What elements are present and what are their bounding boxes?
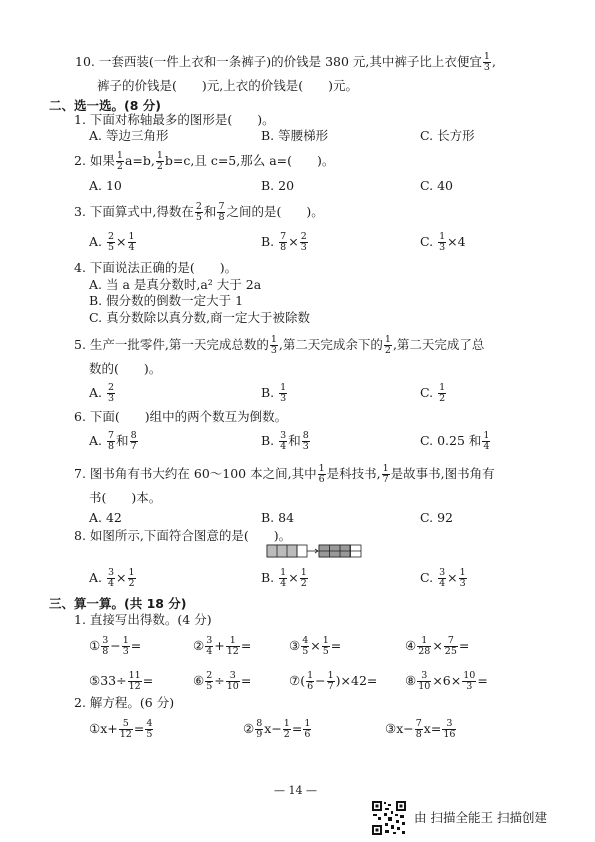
q6-option-b: B. $\frac{3}{4}$ 和 $\frac{8}{3}$ [261,430,309,452]
section-2-title: 二、选一选。(8 分) [49,98,161,113]
q5-line2: 数的( )。 [89,361,162,376]
q1-option-b: B. 等腰梯形 [261,128,329,143]
q8-figure [266,543,362,559]
calc-expr-7: ⑦( $\frac{1}{6}$ − $\frac{1}{7}$ )×42= [289,670,378,692]
q2-option-a: A. 10 [89,178,122,193]
q10-fraction: $\frac{1}{3}$ [483,51,490,73]
q4-option-a: A. 当 a 是真分数时,a² 大于 2a [89,277,262,292]
q1-stem: 1. 下面对称轴最多的图形是( )。 [74,112,275,127]
equation-3: ③x− $\frac{7}{8}$ x= $\frac{3}{16}$ [385,718,456,740]
q2-option-b: B. 20 [261,178,295,193]
qr-code-icon [371,800,407,836]
q8-option-c: C. $\frac{3}{4}$ × $\frac{1}{3}$ [420,567,466,589]
q2-option-c: C. 40 [420,178,453,193]
calc-expr-3: ③ $\frac{4}{5}$ × $\frac{1}{5}$ = [289,635,342,657]
watermark-text: 由 扫描全能王 扫描创建 [414,810,547,825]
calc-expr-6: ⑥ $\frac{2}{5}$ ÷ $\frac{3}{10}$ = [193,670,252,692]
q4-stem: 4. 下面说法正确的是( )。 [74,260,238,275]
q6-stem: 6. 下面( )组中的两个数互为倒数。 [74,409,288,424]
calc-expr-8: ⑧ $\frac{3}{10}$ ×6× $\frac{10}{3}$ = [405,670,488,692]
q3-option-b: B. $\frac{7}{8}$ × $\frac{2}{3}$ [261,231,307,253]
q10-line1: 10. 一套西装(一件上衣和一条裤子)的价钱是 380 元,其中裤子比上衣便宜 $\frac{1}{3}$ , [75,51,496,73]
q1-option-a: A. 等边三角形 [89,128,169,143]
q8-option-b: B. $\frac{1}{4}$ × $\frac{1}{2}$ [261,567,307,589]
q5-option-c: C. $\frac{1}{2}$ [420,382,446,404]
solve-heading: 2. 解方程。(6 分) [74,695,175,710]
q7-stem: 7. 图书角有书大约在 60～100 本之间,其中 $\frac{1}{6}$ 是科技书, $\frac{1}{7}$ 是故事书,图书角有 [74,463,495,485]
q5-stem: 5. 生产一批零件,第一天完成总数的 $\frac{1}{3}$ ,第二天完成余下的 $\frac{1}{2}$ ,第二天完成了总 [74,334,485,356]
page-number: — 14 — [274,784,317,797]
q10-line2: 裤子的价钱是( )元,上衣的价钱是( )元。 [97,78,358,93]
calc-expr-5: ⑤33÷ $\frac{11}{12}$ = [89,670,154,692]
q4-option-b: B. 假分数的倒数一定大于 1 [89,293,244,308]
q5-option-a: A. $\frac{2}{3}$ [89,382,115,404]
q7-option-a: A. 42 [89,510,122,525]
q4-option-c: C. 真分数除以真分数,商一定大于被除数 [89,310,311,325]
calc-expr-4: ④ $\frac{1}{28}$ × $\frac{7}{25}$ = [405,635,470,657]
q3-option-a: A. $\frac{2}{5}$ × $\frac{1}{4}$ [89,231,135,253]
q6-option-c: C. 0.25 和 $\frac{1}{4}$ [420,430,490,452]
q7-option-c: C. 92 [420,510,453,525]
q7-line2: 书( )本。 [89,490,162,505]
q3-stem: 3. 下面算式中,得数在 $\frac{2}{5}$ 和 $\frac{7}{8}$ 之间的是( )。 [74,201,324,223]
q3-option-c: C. $\frac{1}{3}$ ×4 [420,231,466,253]
calc-expr-1: ① $\frac{3}{8}$ − $\frac{1}{3}$ = [89,635,142,657]
q7-option-b: B. 84 [261,510,295,525]
q1-option-c: C. 长方形 [420,128,475,143]
calc-expr-2: ② $\frac{3}{4}$ + $\frac{1}{12}$ = [193,635,252,657]
q8-option-a: A. $\frac{3}{4}$ × $\frac{1}{2}$ [89,567,135,589]
q8-stem: 8. 如图所示,下面符合图意的是( )。 [74,528,292,543]
section-3-title: 三、算一算。(共 18 分) [49,596,187,611]
q6-option-a: A. $\frac{7}{8}$ 和 $\frac{8}{7}$ [89,430,137,452]
equation-2: ② $\frac{8}{9}$ x− $\frac{1}{2}$ = $\frac{1}{6}$ [243,718,311,740]
equation-1: ①x+ $\frac{5}{12}$ = $\frac{4}{5}$ [89,718,153,740]
calc-heading: 1. 直接写出得数。(4 分) [74,612,212,627]
q5-option-b: B. $\frac{1}{3}$ [261,382,287,404]
q2-stem: 2. 如果 $\frac{1}{2}$ a=b, $\frac{1}{2}$ b=c,且 c=5,那么 a=( )。 [74,150,335,172]
